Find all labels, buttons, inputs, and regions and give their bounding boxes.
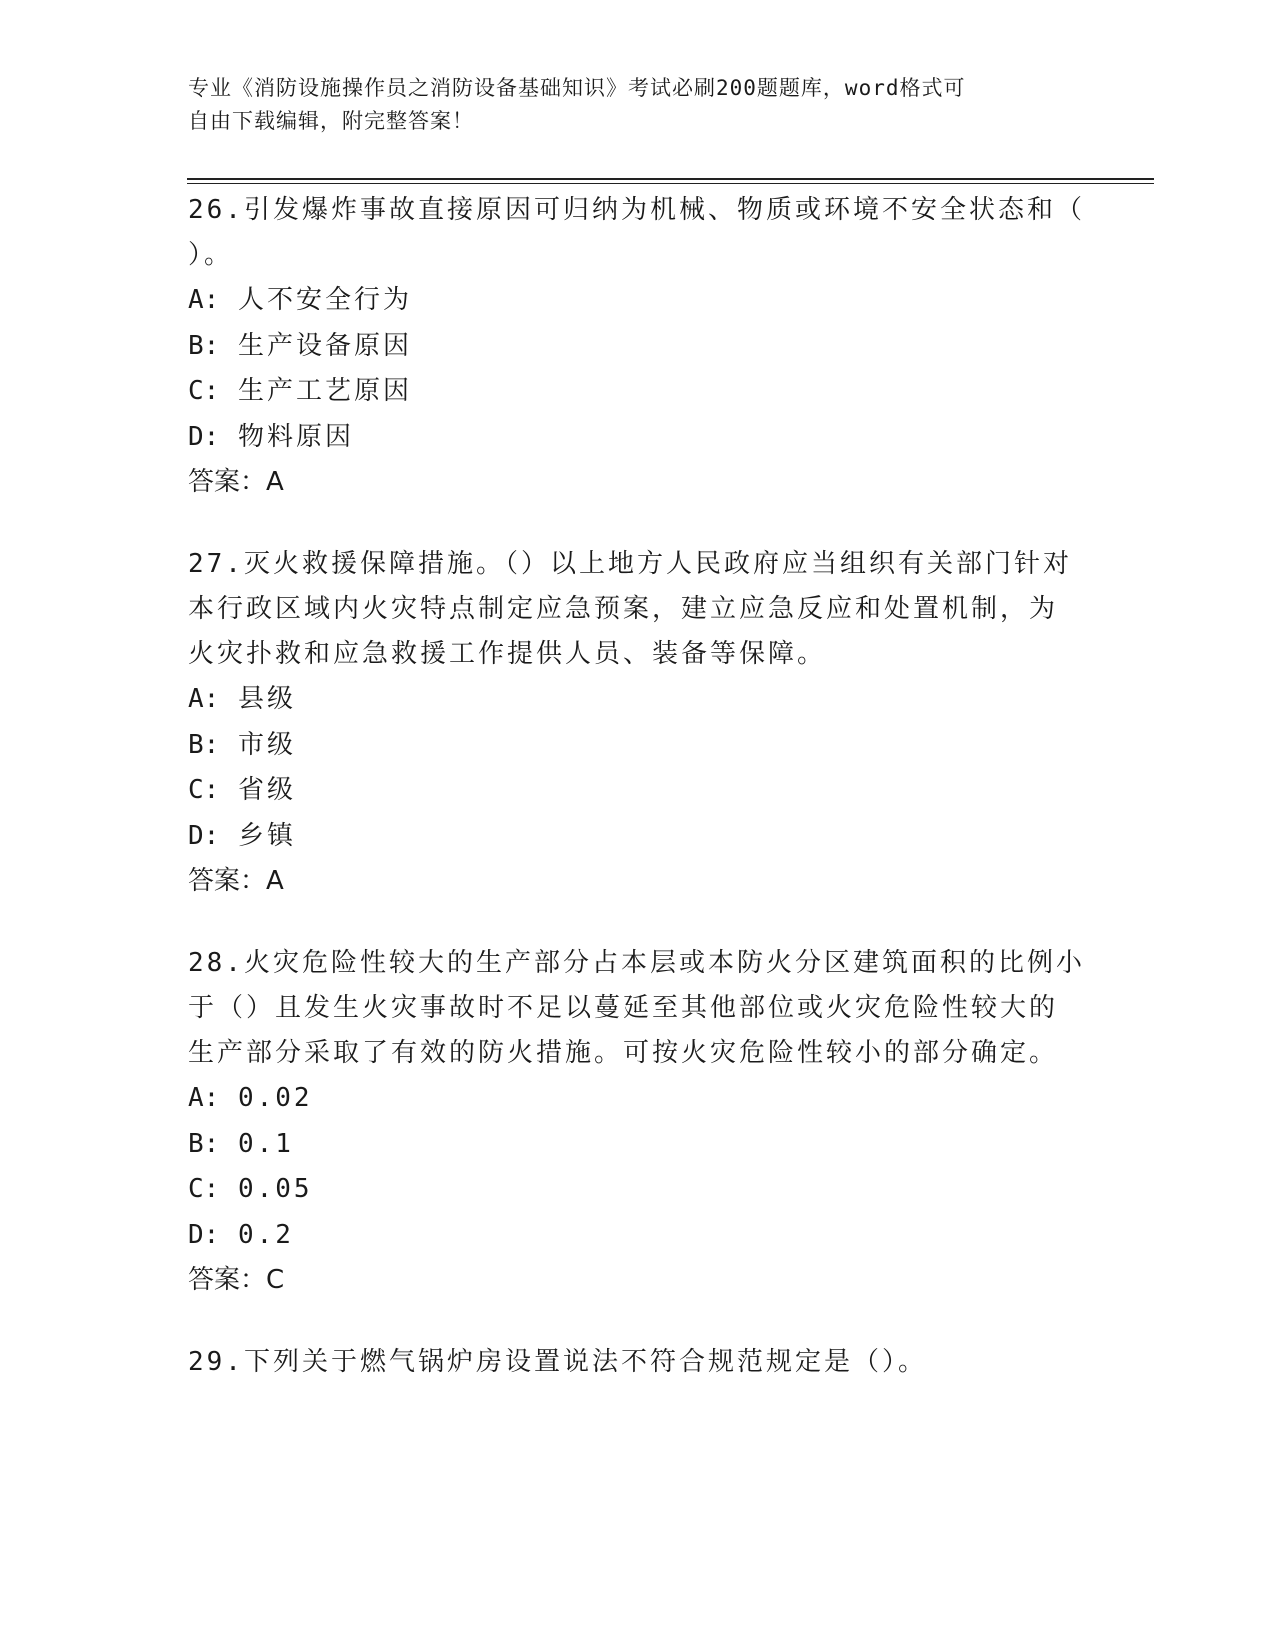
option-a: [188, 1076, 1088, 1122]
option-b: [188, 723, 1088, 769]
question-text-line: 29.下列关于燃气锅炉房设置说法不符合规范规定是（）。: [188, 1347, 927, 1377]
header-divider-thin: [187, 183, 1154, 184]
option-text: 0.2: [237, 1219, 294, 1250]
option-key: C:: [188, 1174, 220, 1204]
option-text: 市级: [237, 729, 296, 760]
option-key: D:: [188, 1219, 220, 1250]
option-b: [188, 1122, 1088, 1168]
option-key: B:: [188, 729, 220, 760]
option-text: 物料原因: [237, 421, 354, 452]
option-text: 0.1: [237, 1128, 294, 1159]
option-a: [188, 278, 1088, 324]
question-text-line: 27.灭火救援保障措施。（）以上地方人民政府应当组织有关部门针对: [188, 549, 1072, 579]
question-text-line: 于（）且发生火灾事故时不足以蔓延至其他部位或火灾危险性较大的: [188, 993, 1059, 1023]
option-text: 0.02: [237, 1083, 313, 1113]
question-29: [188, 1340, 1088, 1385]
answer-line: 答案：C: [188, 1265, 285, 1295]
option-key: D:: [188, 421, 220, 452]
option-c: [188, 369, 1088, 415]
question-text-line: 26.引发爆炸事故直接原因可归纳为机械、物质或环境不安全状态和（: [188, 195, 1085, 225]
option-key: B:: [188, 1128, 220, 1159]
question-list: [188, 188, 1088, 1422]
option-a: [188, 677, 1088, 723]
option-key: A:: [188, 1083, 220, 1113]
question-26: [188, 188, 1088, 505]
option-text: 生产工艺原因: [237, 376, 412, 406]
option-c: [188, 1167, 1088, 1213]
option-key: A:: [188, 684, 220, 714]
question-text-line: 28.火灾危险性较大的生产部分占本层或本防火分区建筑面积的比例小: [188, 948, 1085, 978]
option-d: [188, 814, 1088, 860]
option-d: [188, 1213, 1088, 1259]
option-d: [188, 415, 1088, 461]
option-text: 县级: [237, 684, 296, 714]
question-text-line: 火灾扑救和应急救援工作提供人员、装备等保障。: [188, 639, 827, 669]
option-b: [188, 324, 1088, 370]
option-text: 生产设备原因: [237, 330, 412, 361]
document-header: [188, 72, 1068, 138]
option-text: 0.05: [237, 1174, 313, 1204]
question-28: [188, 941, 1088, 1303]
option-text: 人不安全行为: [237, 285, 412, 315]
option-key: B:: [188, 330, 220, 361]
question-text-line: ）。: [188, 240, 234, 270]
header-divider-thick: [187, 178, 1154, 180]
option-key: C:: [188, 376, 220, 406]
option-text: 省级: [237, 775, 296, 805]
question-27: [188, 542, 1088, 904]
option-key: A:: [188, 285, 220, 315]
question-text-line: 本行政区域内火灾特点制定应急预案，建立应急反应和处置机制，为: [188, 594, 1059, 624]
option-c: [188, 768, 1088, 814]
header-line-1: 专业《消防设施操作员之消防设备基础知识》考试必刷200题题库，word格式可: [188, 76, 966, 100]
question-text-line: 生产部分采取了有效的防火措施。可按火灾危险性较小的部分确定。: [188, 1038, 1059, 1068]
option-key: C:: [188, 775, 220, 805]
answer-line: 答案：A: [188, 467, 284, 497]
option-key: D:: [188, 820, 220, 851]
header-line-2: 自由下载编辑，附完整答案！: [188, 109, 474, 133]
option-text: 乡镇: [237, 820, 296, 851]
answer-line: 答案：A: [188, 866, 284, 896]
